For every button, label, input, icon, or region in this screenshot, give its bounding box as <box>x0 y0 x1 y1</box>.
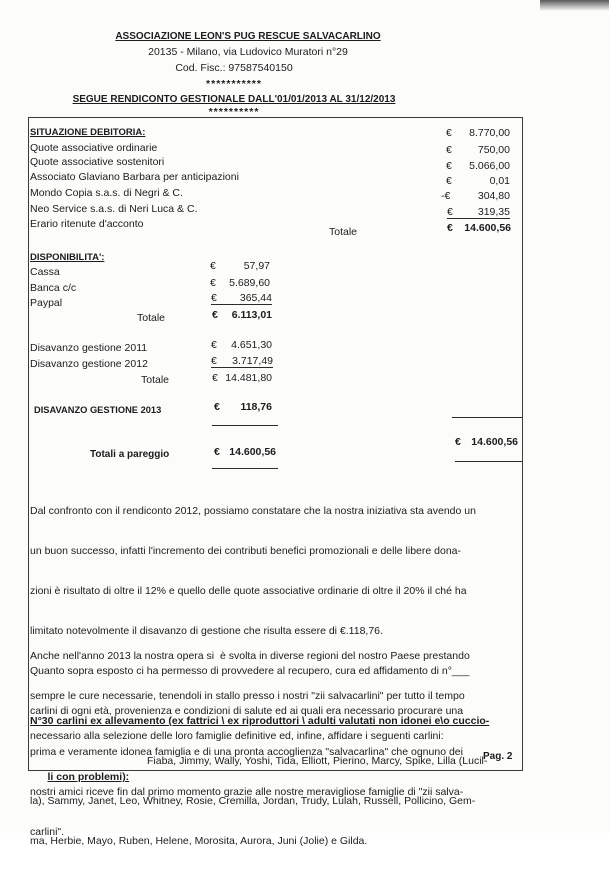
sum-rule <box>452 417 522 418</box>
debt-amount <box>446 160 510 172</box>
organization-address: 20135 - Milano, via Ludovico Muratori n°29 <box>148 46 348 58</box>
debt-amount <box>446 144 510 156</box>
deficit-2013-amount <box>214 401 272 413</box>
debt-amount <box>446 127 510 139</box>
debt-label: Neo Service s.a.s. di Neri Luca & C. <box>30 203 198 215</box>
availability-amount <box>211 292 272 305</box>
report-title: SEGUE RENDICONTO GESTIONALE DALL'01/01/2013 AL 31/12/2013 <box>72 94 396 105</box>
currency-symbol: € <box>447 222 453 234</box>
availability-total-label: Totale <box>137 312 166 324</box>
sum-rule <box>455 461 522 462</box>
currency-symbol: € <box>446 175 452 187</box>
debt-label: Quote associative ordinarie <box>30 142 158 154</box>
scan-edge-shadow <box>540 0 609 11</box>
amount-value: 0,01 <box>489 175 510 187</box>
adopted-dogs-list <box>30 689 489 873</box>
availability-label: Banca c/c <box>30 282 77 294</box>
amount-value: 750,00 <box>477 144 510 156</box>
currency-symbol: € <box>446 160 452 172</box>
adopted-names-line: la), Sammy, Janet, Leo, Whitney, Rosie, Cremilla, Jordan, Trudy, Lulah, Russell, Pollicino, Gem- <box>30 795 476 807</box>
availability-label: Paypal <box>30 297 63 309</box>
availability-heading: DISPONIBILITA': <box>30 252 105 263</box>
availability-amount <box>210 260 270 272</box>
currency-symbol: € <box>446 144 452 156</box>
currency-symbol: € <box>447 206 453 218</box>
amount-value: 14.600,56 <box>471 436 518 448</box>
text-line: Anche nell'anno 2013 la nostra opera si è svolta in diverse regioni del nostro Paese prestando <box>30 650 470 662</box>
currency-symbol: € <box>211 339 217 351</box>
currency-symbol: € <box>210 277 216 289</box>
adopted-heading-line: li con problemi): <box>47 771 130 783</box>
amount-value: 4.651,30 <box>231 339 272 351</box>
adopted-names-line: Fiaba, Jimmy, Wally, Yoshi, Tida, Elliott, Pierino, Marcy, Spike, Lilla (Lucil- <box>147 755 488 767</box>
text-line: sempre le cure necessarie, tenendoli in stallo presso i nostri "zii salvacarlini" per tutto il tempo <box>30 690 465 702</box>
amount-value: 5.689,60 <box>229 277 270 289</box>
deficit-amount <box>211 355 273 368</box>
amount-value: 6.113,01 <box>231 309 272 321</box>
deficit-label: Disavanzo gestione 2012 <box>30 358 148 370</box>
deficits-total-label: Totale <box>141 374 170 386</box>
separator-stars-top: *********** <box>206 78 262 90</box>
currency-symbol: € <box>212 372 218 384</box>
deficit-label: Disavanzo gestione 2011 <box>30 342 148 354</box>
debt-amount <box>441 190 510 202</box>
debts-total-label: Totale <box>329 226 358 238</box>
deficit-amount <box>211 339 272 351</box>
balance-right-amount <box>455 436 518 448</box>
text-line: necessario alla selezione delle loro famiglie definitive ed, infine, affidare i seguenti carlini: <box>30 730 444 742</box>
debt-amount <box>447 206 510 219</box>
text-line: Dal confronto con il rendiconto 2012, possiamo constatare che la nostra iniziativa sta avendo un <box>30 505 476 517</box>
debt-label: Associato Glaviano Barbara per anticipazioni <box>30 171 239 183</box>
text-line: carlini". <box>30 825 65 838</box>
debts-total-amount <box>447 222 511 234</box>
text-line: limitato notevolmente il disavanzo di gestione che risulta essere di €.118,76. <box>30 625 383 638</box>
amount-value: 319,35 <box>477 206 510 218</box>
availability-label: Cassa <box>30 266 60 278</box>
deficits-total-amount <box>212 372 272 384</box>
text-line: nostri amici riceve fin dal primo momento grazie alle nostre meravigliose famiglie di "zii salva- <box>30 785 464 798</box>
amount-value: 5.066,00 <box>469 160 510 172</box>
amount-value: 57,97 <box>243 260 270 272</box>
separator-stars-bottom: ********** <box>208 106 260 118</box>
debt-label: Mondo Copia s.a.s. di Negri & C. <box>30 187 183 199</box>
currency-symbol: -€ <box>441 190 451 202</box>
debts-heading: SITUAZIONE DEBITORIA: <box>30 127 146 138</box>
currency-symbol: € <box>214 446 220 458</box>
currency-symbol: € <box>211 355 217 367</box>
amount-value: 14.600,56 <box>229 446 276 458</box>
organization-name: ASSOCIAZIONE LEON'S PUG RESCUE SALVACARLINO <box>115 31 381 42</box>
currency-symbol: € <box>214 401 220 413</box>
sum-rule <box>212 468 278 469</box>
text-line: prima e veramente idonea famiglia e di una pronta accoglienza "salvacarlina" che ognuno dei <box>30 745 463 758</box>
currency-symbol: € <box>211 292 217 304</box>
text-line: zioni è risultato di oltre il 12% e quello delle quote associative ordinarie di oltre il 20% il ché ha <box>30 585 467 598</box>
adopted-heading-line: N°30 carlini ex allevamento (ex fattrici \ ex riproduttori \ adulti valutati non idonei e\o cuccio- <box>30 715 490 727</box>
availability-amount <box>210 277 270 289</box>
currency-symbol: € <box>446 127 452 139</box>
amount-value: 14.481,80 <box>225 372 272 384</box>
text-line: Quanto sopra esposto ci ha permesso di provvedere al recupero, cura ed affidamento di n°___ <box>30 665 470 678</box>
page-number: Pag. 2 <box>483 751 513 762</box>
amount-value: 365,44 <box>239 292 272 304</box>
debt-label: Quote associative sostenitori <box>30 156 165 168</box>
amount-value: 14.600,56 <box>464 222 511 234</box>
text-line: un buon successo, infatti l'incremento dei contributi benefici promozionali e delle libere dona- <box>30 545 462 558</box>
debt-amount <box>446 175 510 187</box>
amount-value: 118,76 <box>240 401 272 413</box>
amount-value: 8.770,00 <box>469 127 510 139</box>
currency-symbol: € <box>455 436 461 448</box>
amount-value: 304,80 <box>477 190 510 202</box>
deficit-2013-label: DISAVANZO GESTIONE 2013 <box>34 405 162 415</box>
currency-symbol: € <box>210 260 216 272</box>
currency-symbol: € <box>212 309 218 321</box>
balance-label: Totali a pareggio <box>90 449 170 460</box>
amount-value: 3.717,49 <box>232 355 273 367</box>
tax-code: Cod. Fisc.: 97587540150 <box>175 62 293 74</box>
balance-left-amount <box>214 446 276 458</box>
sum-rule <box>212 425 278 426</box>
text-line: carlini di ogni età, provenienza e condizioni di salute ed ai quali era necessario procurare una <box>30 705 464 718</box>
adopted-names-line: ma, Herbie, Mayo, Ruben, Helene, Morosita, Aurora, Juni (Jolie) e Gilda. <box>30 835 368 847</box>
availability-total-amount <box>212 309 272 321</box>
adopted-line <box>30 753 489 783</box>
debt-label: Erario ritenute d'acconto <box>30 218 144 230</box>
